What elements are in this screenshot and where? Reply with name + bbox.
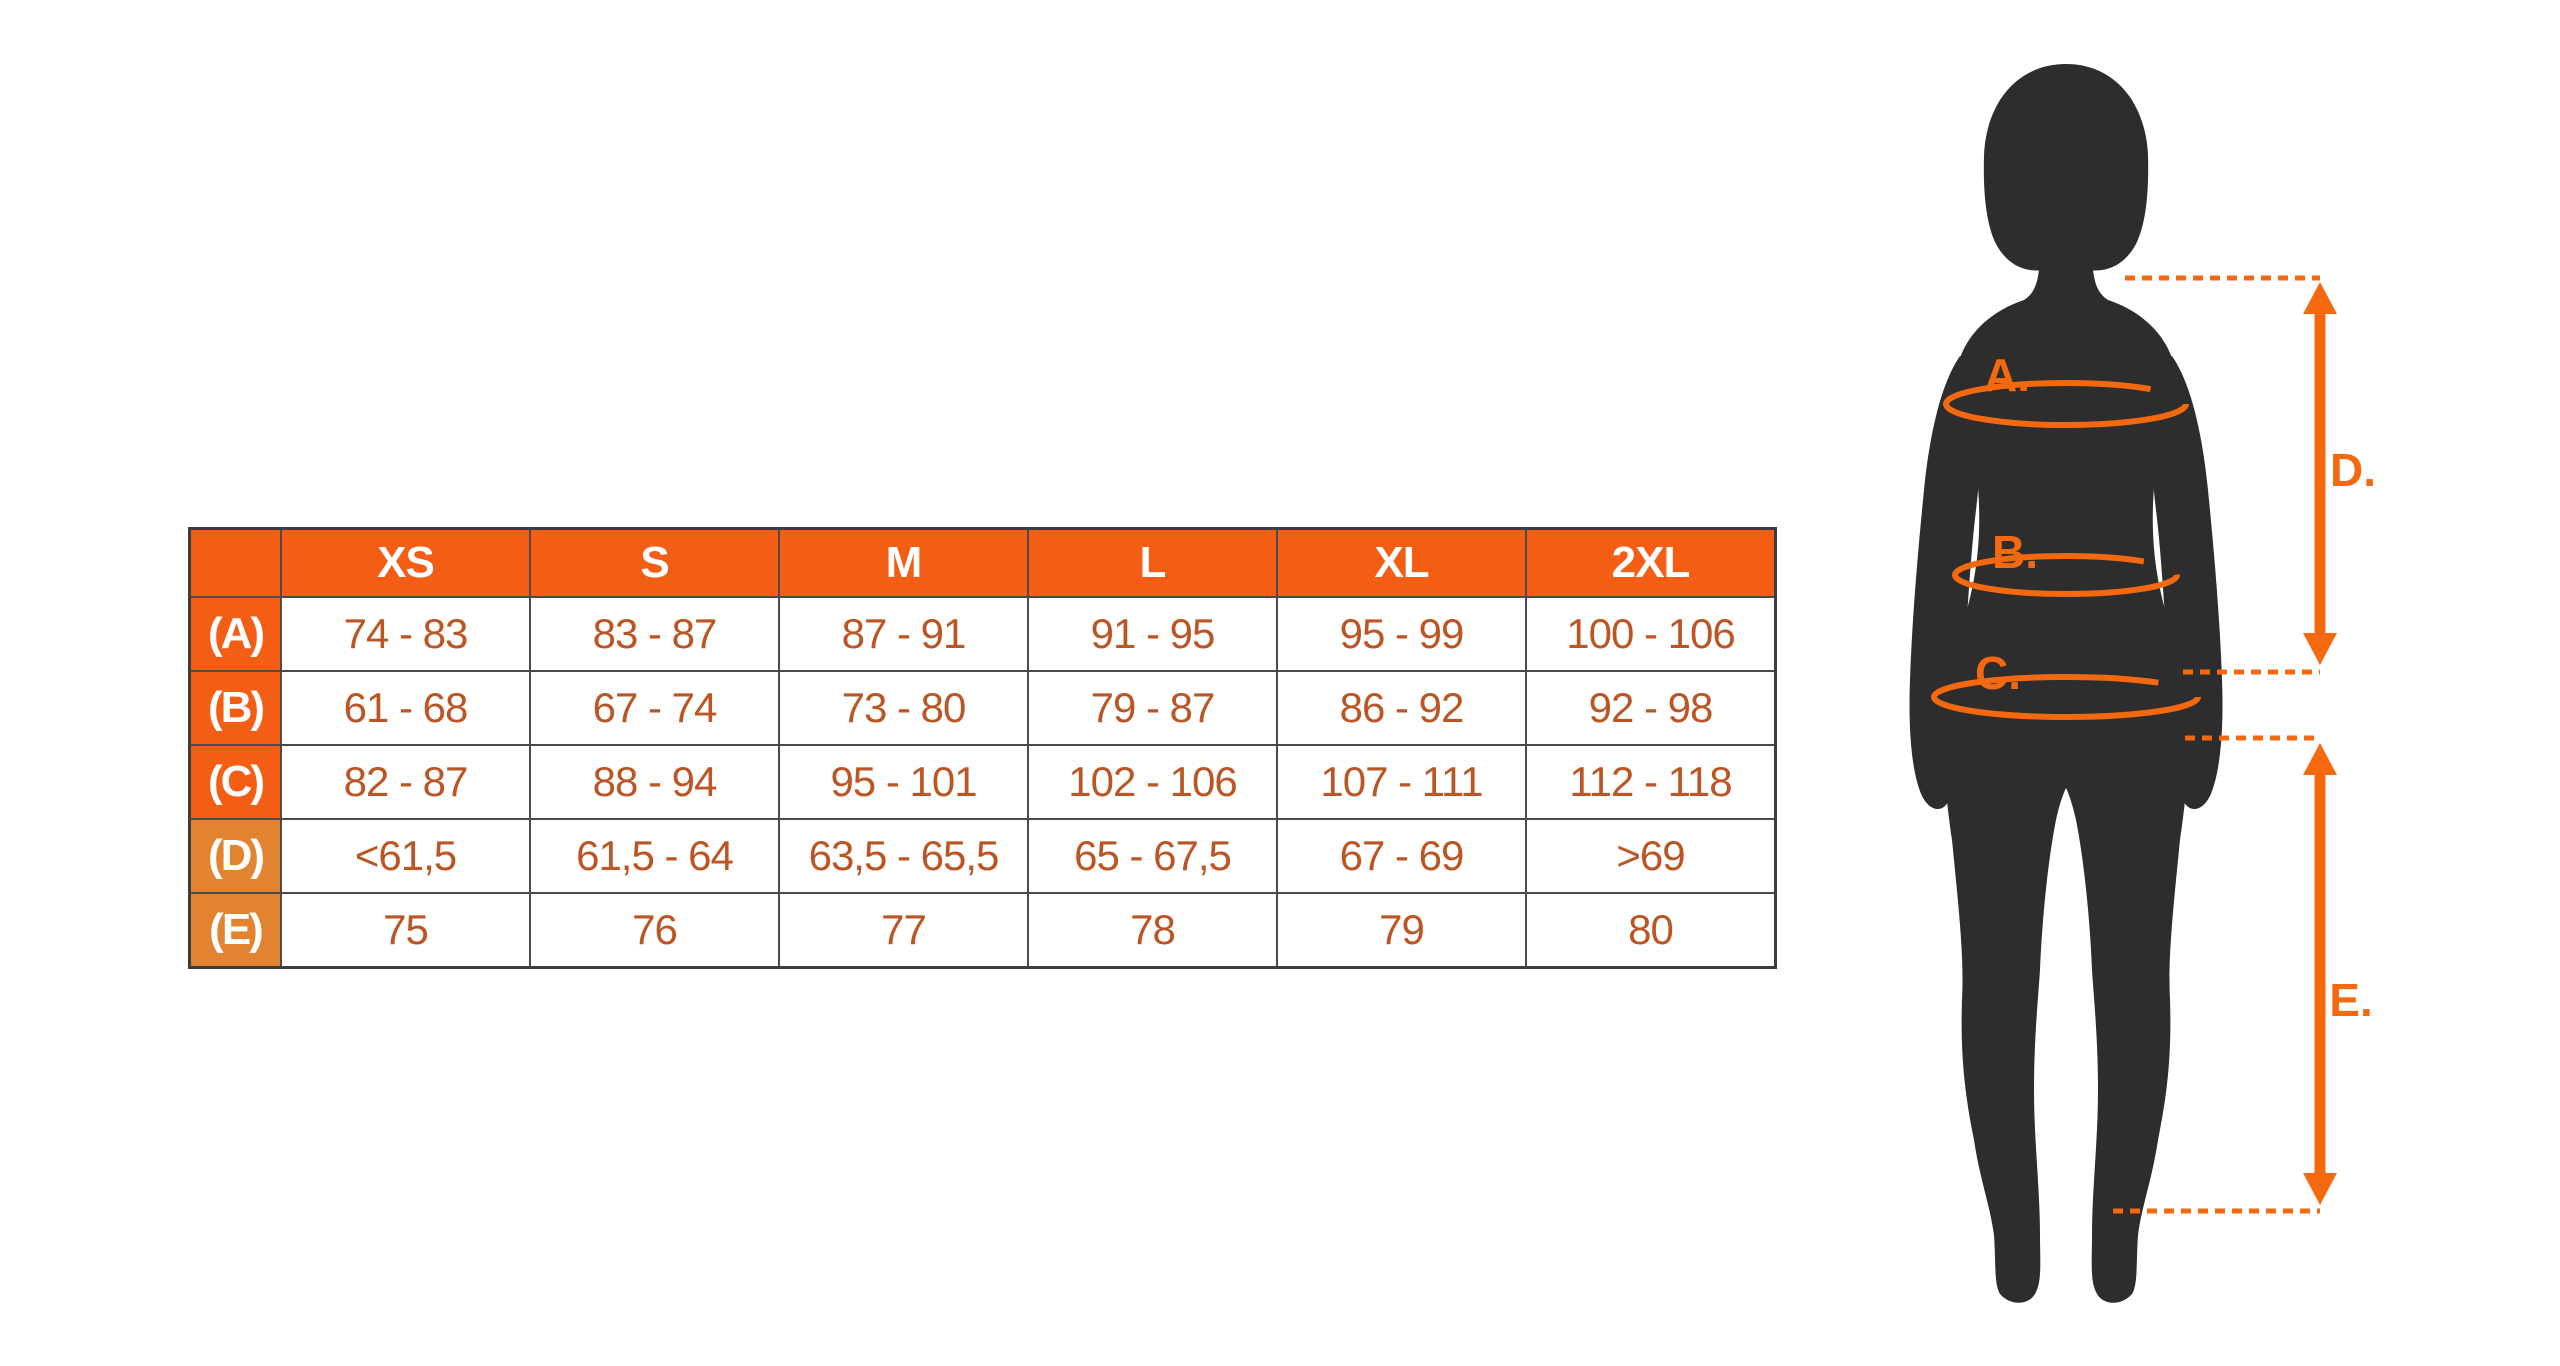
cell-c-l: 102 - 106 <box>1028 745 1277 819</box>
cell-d-s: 61,5 - 64 <box>530 819 779 893</box>
corner-cell <box>190 529 282 598</box>
cell-d-2xl: >69 <box>1526 819 1776 893</box>
table-row-c <box>190 745 1776 819</box>
silhouette-body <box>1943 246 2190 1303</box>
col-header-s: S <box>530 529 779 598</box>
row-label-a: (A) <box>190 597 282 671</box>
col-header-xl: XL <box>1277 529 1526 598</box>
cell-e-m: 77 <box>779 893 1028 968</box>
cell-c-xl: 107 - 111 <box>1277 745 1526 819</box>
row-label-e: (E) <box>190 893 282 968</box>
cell-a-2xl: 100 - 106 <box>1526 597 1776 671</box>
row-label-c: (C) <box>190 745 282 819</box>
cell-d-xs: <61,5 <box>281 819 530 893</box>
col-header-m: M <box>779 529 1028 598</box>
cell-e-xs: 75 <box>281 893 530 968</box>
measurement-figure <box>1880 40 2440 1320</box>
row-label-b: (B) <box>190 671 282 745</box>
cell-b-xl: 86 - 92 <box>1277 671 1526 745</box>
bust-label: A. <box>1984 349 2030 401</box>
row-label-d: (D) <box>190 819 282 893</box>
cell-b-l: 79 - 87 <box>1028 671 1277 745</box>
cell-c-2xl: 112 - 118 <box>1526 745 1776 819</box>
table-row-d <box>190 819 1776 893</box>
arrow-up-icon <box>2303 282 2337 314</box>
cell-a-m: 87 - 91 <box>779 597 1028 671</box>
col-header-l: L <box>1028 529 1277 598</box>
torso-length-label: D. <box>2330 444 2376 496</box>
cell-b-s: 67 - 74 <box>530 671 779 745</box>
arrow-down-icon <box>2303 633 2337 665</box>
cell-c-s: 88 - 94 <box>530 745 779 819</box>
table-row-e <box>190 893 1776 968</box>
cell-a-xl: 95 - 99 <box>1277 597 1526 671</box>
cell-b-m: 73 - 80 <box>779 671 1028 745</box>
col-header-2xl: 2XL <box>1526 529 1776 598</box>
cell-d-xl: 67 - 69 <box>1277 819 1526 893</box>
cell-a-xs: 74 - 83 <box>281 597 530 671</box>
arrow-down-icon <box>2303 1173 2337 1205</box>
waist-label: B. <box>1992 526 2038 578</box>
silhouette-hair <box>1984 64 2148 271</box>
cell-c-xs: 82 - 87 <box>281 745 530 819</box>
cell-c-m: 95 - 101 <box>779 745 1028 819</box>
cell-e-2xl: 80 <box>1526 893 1776 968</box>
cell-a-s: 83 - 87 <box>530 597 779 671</box>
arrow-up-icon <box>2303 743 2337 775</box>
size-chart <box>188 527 1777 969</box>
cell-e-s: 76 <box>530 893 779 968</box>
table-row-b <box>190 671 1776 745</box>
size-chart-table <box>188 527 1777 969</box>
table-row-a <box>190 597 1776 671</box>
leg-length-label: E. <box>2329 974 2373 1026</box>
hip-label: C. <box>1975 647 2021 699</box>
cell-e-xl: 79 <box>1277 893 1526 968</box>
body-measurement-diagram <box>1880 40 2440 1320</box>
cell-d-l: 65 - 67,5 <box>1028 819 1277 893</box>
cell-b-2xl: 92 - 98 <box>1526 671 1776 745</box>
header-row <box>190 529 1776 598</box>
col-header-xs: XS <box>281 529 530 598</box>
cell-a-l: 91 - 95 <box>1028 597 1277 671</box>
cell-d-m: 63,5 - 65,5 <box>779 819 1028 893</box>
cell-e-l: 78 <box>1028 893 1277 968</box>
cell-b-xs: 61 - 68 <box>281 671 530 745</box>
